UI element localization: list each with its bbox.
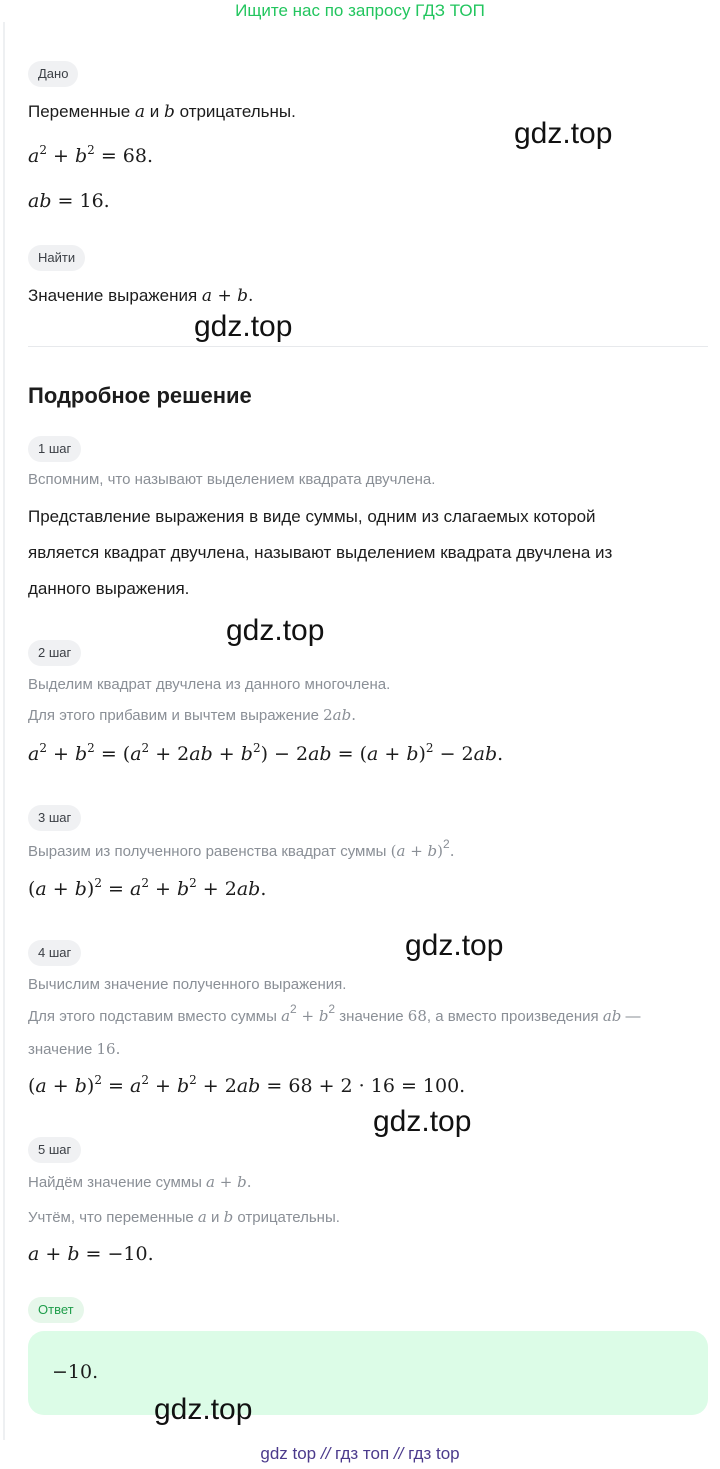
watermark: gdz.top	[373, 1105, 472, 1138]
given-line-1: Переменные a и b отрицательны.	[28, 102, 296, 122]
find-label: Найти	[28, 245, 85, 271]
step-1-body-2: является квадрат двучлена, называют выделением квадрата двучлена из	[28, 543, 613, 562]
step-2-formula: $a^2 + b^2 = (a^2 + 2ab + b^2) - 2ab = (a + b)^2 - 2ab$.	[28, 741, 504, 765]
given-equation-2: ab = 16.	[28, 190, 110, 212]
watermark: gdz.top	[154, 1393, 253, 1426]
given-equation-1: $a^2 + b^2 = 68$.	[28, 143, 153, 167]
step-1-body-3: данного выражения.	[28, 579, 190, 598]
solution-title: Подробное решение	[28, 383, 252, 408]
step-2-hint-2: Для этого прибавим и вычтем выражение 2ab.	[28, 706, 356, 724]
step-4-badge: 4 шаг	[28, 940, 81, 966]
left-border	[3, 22, 5, 1440]
answer-box	[28, 1331, 708, 1415]
step-5-badge: 5 шаг	[28, 1137, 81, 1163]
given-badge	[28, 61, 78, 87]
step-3-hint: Выразим из полученного равенства квадрат суммы $(a + b)^2$.	[28, 837, 455, 860]
given-label: Дано	[28, 61, 78, 87]
step-5-hint-2: Учтём, что переменные a и b отрицательны.	[28, 1208, 340, 1226]
step-3-badge: 3 шаг	[28, 805, 81, 831]
answer-badge: Ответ	[28, 1297, 84, 1323]
footer-link-1[interactable]: gdz top	[260, 1444, 317, 1463]
step-2-hint-1: Выделим квадрат двучлена из данного многочлена.	[28, 676, 391, 693]
find-line: Значение выражения a + b.	[28, 286, 254, 306]
top-banner[interactable]: Ищите нас по запросу ГДЗ ТОП	[235, 1, 485, 20]
watermark: gdz.top	[514, 117, 613, 150]
step-3-formula: $(a + b)^2 = a^2 + b^2 + 2ab$.	[28, 876, 267, 900]
step-4-hint-2: Для этого подставим вместо суммы $a^2 + b^2$ значение 68, а вместо произведения ab —	[28, 1002, 641, 1025]
step-2-badge: 2 шаг	[28, 640, 81, 666]
step-1-badge: 1 шаг	[28, 436, 81, 462]
watermark: gdz.top	[194, 310, 293, 343]
watermark: gdz.top	[405, 929, 504, 962]
step-5-formula: a + b = −10.	[28, 1243, 154, 1265]
footer-link-3[interactable]: гдз top	[408, 1444, 460, 1463]
answer-value: −10.	[52, 1361, 99, 1383]
footer-link-2[interactable]: гдз топ	[335, 1444, 390, 1463]
step-1-body-1: Представление выражения в виде суммы, одним из слагаемых которой	[28, 507, 596, 526]
step-5-hint-1: Найдём значение суммы a + b.	[28, 1173, 252, 1191]
section-divider	[28, 346, 708, 347]
footer-separator: //	[320, 1444, 331, 1463]
footer-separator: //	[393, 1444, 404, 1463]
step-4-hint-3: значение 16.	[28, 1040, 121, 1058]
step-1-hint: Вспомним, что называют выделением квадрата двучлена.	[28, 471, 436, 488]
watermark: gdz.top	[226, 614, 325, 647]
find-badge	[28, 245, 85, 271]
step-4-formula: $(a + b)^2 = a^2 + b^2 + 2ab = 68 + 2 \cdot 16 = 100$.	[28, 1073, 466, 1097]
step-4-hint-1: Вычислим значение полученного выражения.	[28, 976, 347, 993]
footer-links	[0, 1442, 720, 1466]
